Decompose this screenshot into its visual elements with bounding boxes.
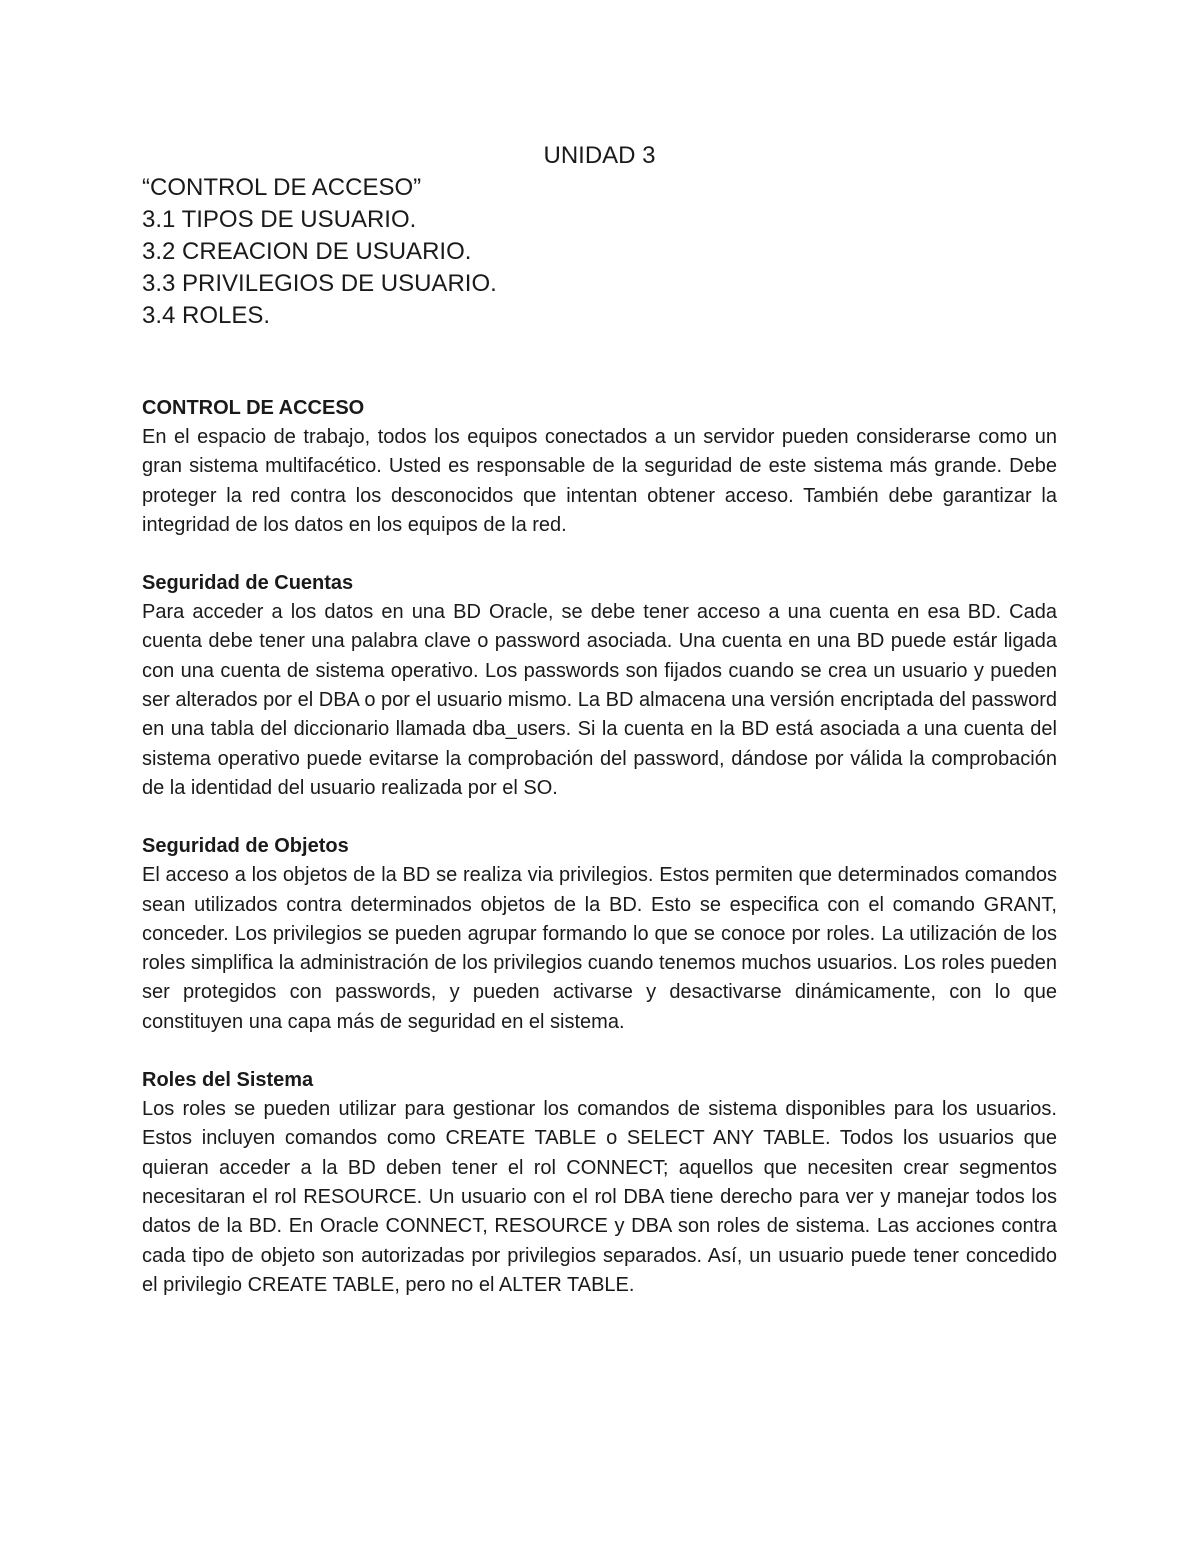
section-heading: CONTROL DE ACCESO — [142, 397, 365, 419]
toc-title: “CONTROL DE ACCESO” — [142, 174, 422, 201]
section-seguridad-de-objetos — [142, 832, 1057, 1037]
section-body: Los roles se pueden utilizar para gestionar los comandos de sistema disponibles para los usuarios. Estos incluyen comandos como CREATE TABLE o SELECT ANY TABLE. Todos los usuarios que quieran acceder a la BD deben tener el rol CONNECT; aquellos que necesiten crear segmentos necesitaran el rol RESOURCE. Un usuario con el rol DBA tiene derecho para ver y manejar todos los datos de la BD. En Oracle CONNECT, RESOURCE y DBA son roles de sistema. Las acciones contra cada tipo de objeto son autorizadas por privilegios separados. Así, un usuario puede tener concedido el privilegio CREATE TABLE, pero no el ALTER TABLE. — [142, 1098, 1057, 1296]
section-heading: Seguridad de Cuentas — [142, 572, 354, 595]
section-control-de-acceso — [142, 394, 1057, 540]
section-body: En el espacio de trabajo, todos los equipos conectados a un servidor pueden considerarse como un gran sistema multifacético. Usted es responsable de la seguridad de este sistema más grande. Debe proteger la red contra los desconocidos que intentan obtener acceso. También debe garantizar la integridad de los datos en los equipos de la red. — [142, 426, 1057, 536]
section-body: El acceso a los objetos de la BD se realiza via privilegios. Estos permiten que determinados comandos sean utilizados contra determinados objetos de la BD. Esto se especifica con el comando GRANT, conceder. Los privilegios se pueden agrupar formando lo que se conoce por roles. La utilización de los roles simplifica la administración de los privilegios cuando tenemos muchos usuarios. Los roles pueden ser protegidos con passwords, y pueden activarse y desactivarse dinámicamente, con lo que constituyen una capa más de seguridad en el sistema. — [142, 864, 1057, 1033]
section-heading: Roles del Sistema — [142, 1069, 314, 1092]
toc-item: 3.4 ROLES. — [142, 302, 271, 329]
toc-item: 3.2 CREACION DE USUARIO. — [142, 238, 472, 265]
section-heading: Seguridad de Objetos — [142, 835, 349, 858]
section-seguridad-de-cuentas — [142, 569, 1057, 803]
document-page — [142, 140, 1057, 1329]
section-body: Para acceder a los datos en una BD Oracle, se debe tener acceso a una cuenta en esa BD. Cada cuenta debe tener una palabra clave o password asociada. Una cuenta en una BD puede estár ligada con una cuenta de sistema operativo. Los passwords son fijados cuando se crea un usuario y pueden ser alterados por el DBA o por el usuario mismo. La BD almacena una versión encriptada del password en una tabla del diccionario llamada dba_users. Si la cuenta en la BD está asociada a una cuenta del sistema operativo puede evitarse la comprobación del password, dándose por válida la comprobación de la identidad del usuario realizada por el SO. — [142, 601, 1057, 799]
unit-title: UNIDAD 3 — [543, 142, 656, 169]
toc-item: 3.1 TIPOS DE USUARIO. — [142, 206, 417, 233]
toc-item: 3.3 PRIVILEGIOS DE USUARIO. — [142, 270, 497, 297]
toc-list — [142, 172, 1057, 332]
section-roles-del-sistema — [142, 1066, 1057, 1300]
